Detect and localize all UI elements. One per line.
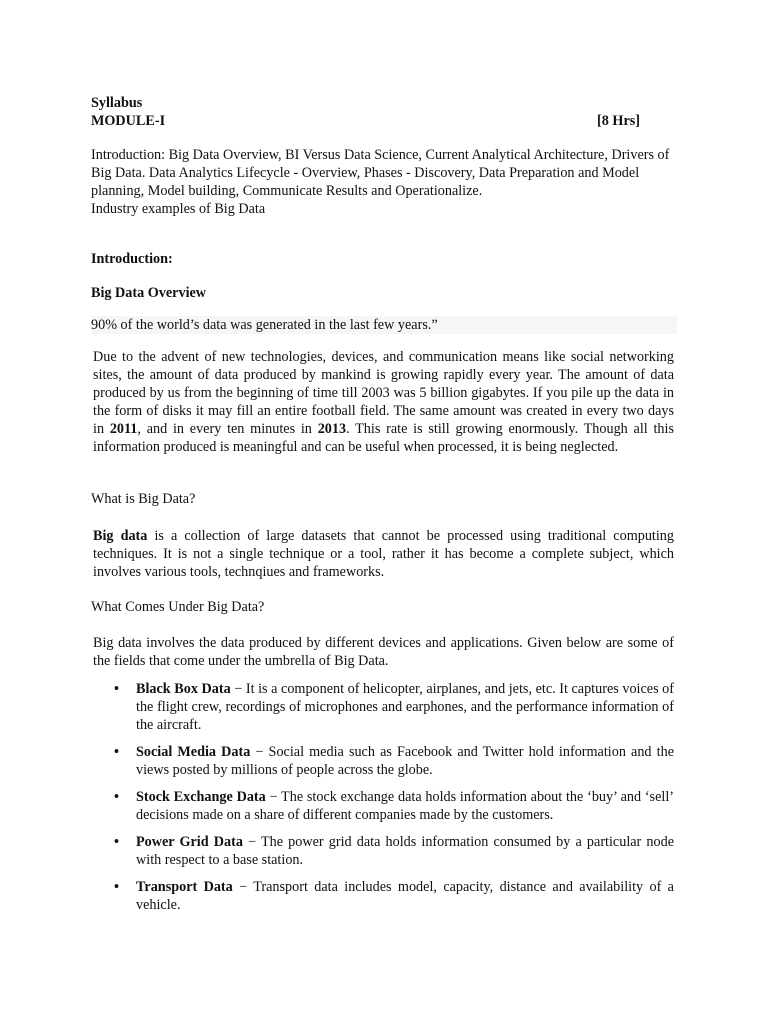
bullet-icon: •	[114, 834, 119, 850]
bullet-icon: •	[114, 681, 119, 697]
what-comes-paragraph	[93, 634, 674, 670]
bullet-icon: •	[114, 789, 119, 805]
bullet-title: Transport Data	[136, 879, 233, 895]
intro-topics	[91, 146, 677, 218]
bullet-icon: •	[114, 744, 119, 760]
bullet-text: − The power grid data holds information consumed by a particular node with respect to a base station.	[136, 834, 674, 868]
what-is-rest: is a collection of large datasets that cannot be processed using traditional computing techniques. It is not a single technique or a tool, rather it has become a complete subject, which involves various tools, technqiues and frameworks.	[93, 528, 674, 580]
list-item	[91, 743, 674, 779]
what-is-paragraph	[93, 527, 674, 581]
bullet-text: − The stock exchange data holds information about the ‘buy’ and ‘sell’ decisions made on a share of different companies made by the customers.	[136, 789, 674, 823]
list-item	[91, 680, 674, 734]
what-comes-question	[91, 598, 677, 616]
overview-paragraph	[93, 348, 674, 456]
syllabus-title: Syllabus	[91, 95, 143, 111]
bullet-text: − Social media such as Facebook and Twitter hold information and the views posted by millions of people across the globe.	[136, 744, 674, 778]
intro-topics-text: Introduction: Big Data Overview, BI Versus Data Science, Current Analytical Architecture, Drivers of Big Data. Data Analytics Lifecycle - Overview, Phases - Discovery, Data Preparation and Model planning, Model building, Communicate Results and Operationalize.	[91, 147, 670, 199]
what-is-text	[93, 527, 674, 581]
overview-part2: , and in every ten minutes in	[137, 421, 318, 437]
year-2013: 2013	[317, 421, 347, 437]
list-item	[91, 833, 674, 869]
bullet-text: − Transport data includes model, capacity, distance and availability of a vehicle.	[136, 879, 674, 913]
what-comes-text: Big data involves the data produced by different devices and applications. Given below are some of the fields that come under the umbrella of Big Data.	[93, 635, 674, 669]
what-is-question	[91, 490, 677, 508]
fields-list	[91, 680, 674, 914]
year-2011: 2011	[109, 421, 138, 437]
bullet-title: Black Box Data	[136, 681, 231, 697]
what-is-heading: What is Big Data?	[91, 491, 196, 507]
overview-part1: Due to the advent of new technologies, devices, and communication means like social networking sites, the amount of data produced by mankind is growing rapidly every year. The amount of data produced by us from the beginning of time till 2003 was 5 billion gigabytes. If you pile up the data in the form of disks it may fill an entire football field. The same amount was created in every two days in	[93, 349, 674, 437]
module-title: MODULE-I	[91, 113, 166, 129]
bullet-title: Stock Exchange Data	[136, 789, 266, 805]
heading-overview	[91, 284, 677, 302]
list-item	[91, 788, 674, 824]
big-data-term: Big data	[93, 528, 148, 544]
industry-examples: Industry examples of Big Data	[91, 201, 266, 217]
bullet-icon: •	[114, 879, 119, 895]
bullet-title: Social Media Data	[136, 744, 251, 760]
syllabus-header	[91, 94, 677, 130]
bullet-list	[91, 680, 674, 914]
overview-part3: . This rate is still growing enormously. Though all this information produced is meaningful and can be useful when processed, it is being neglected.	[93, 421, 674, 455]
overview-heading: Big Data Overview	[91, 285, 207, 301]
module-hours: [8 Hrs]	[597, 113, 640, 129]
what-comes-heading: What Comes Under Big Data?	[91, 599, 265, 615]
list-item	[91, 878, 674, 914]
module-row	[91, 112, 640, 130]
bullet-text: − It is a component of helicopter, airplanes, and jets, etc. It captures voices of the flight crew, recordings of microphones and earphones, and the performance information of the aircraft.	[136, 681, 674, 733]
bullet-title: Power Grid Data	[136, 834, 243, 850]
heading-introduction	[91, 250, 677, 268]
quote-box	[91, 316, 677, 334]
quote-text: 90% of the world’s data was generated in the last few years.”	[91, 317, 438, 333]
overview-text	[93, 348, 674, 456]
introduction-heading: Introduction:	[91, 251, 173, 267]
